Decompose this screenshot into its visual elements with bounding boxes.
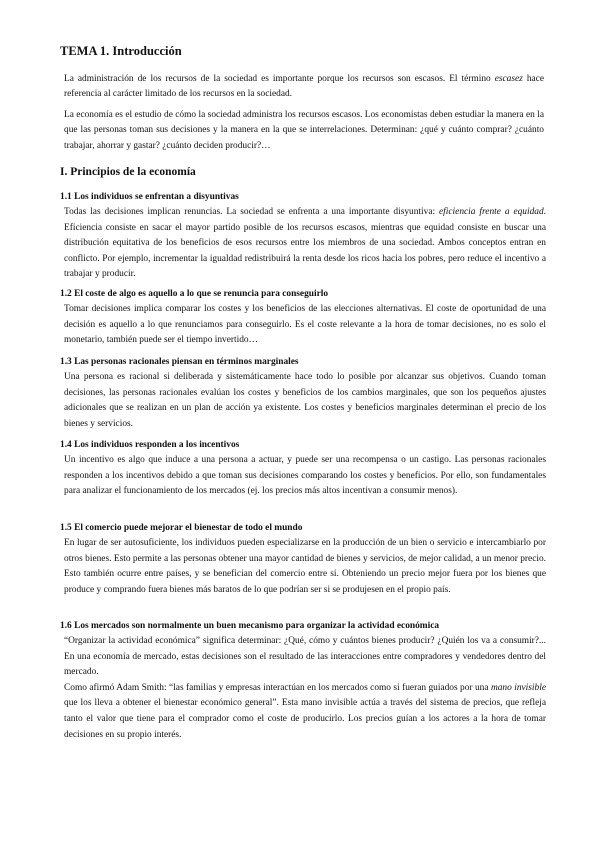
text-after: . Eficiencia consiste en sacar el mayor partido posible de los recursos escasos, mientras que equidad consiste en buscar una distribución equitativa de los beneficios de esos recursos entre los miembros de una sociedad. Ambos conceptos entran en conflicto. Por ejemplo, incrementar la igualdad redistribuirá la renta desde los ricos hacia los pobres, pero reduce el incentivo a trabajar y producir. (64, 207, 546, 280)
subsection-text-2 (64, 681, 546, 743)
subsection-1-4 (60, 439, 546, 500)
document-title: TEMA 1. Introducción (60, 44, 182, 58)
subsection-text: Una persona es racional si deliberada y sistemáticamente hace todo lo posible por alcanzar sus objetivos. Cuando toman decisiones, las personas racionales evalúan los costes y beneficios de los cambios marginales, que son los pequeños ajustes adicionales que se realizan en un plan de acción ya existente. Los costes y beneficios marginales determinan el precio de los bienes y servicios. (64, 372, 546, 429)
subsection-heading: 1.3 Las personas racionales piensan en términos marginales (60, 357, 299, 367)
intro-term-escasez: escasez (494, 74, 523, 84)
emphasis-text: mano invisible (490, 682, 546, 693)
subsection-heading: 1.5 El comercio puede mejorar el bienestar de todo el mundo (60, 523, 303, 533)
subsection-text: Un incentivo es algo que induce a una persona a actuar, y puede ser una recompensa o un castigo. Las personas racionales responden a los incentivos debido a que toman sus decisiones comparando los costes y beneficios. Por ello, son fundamentales para analizar el funcionamiento de los mercados (ej. los precios más altos incentivan a consumir menos). (64, 455, 546, 497)
subsection-text: En lugar de ser autosuficiente, los individuos pueden especializarse en la producción de un bien o servicio e intercambiarlo por otros bienes. Esto permite a las personas obtener una mayor cantidad de bienes y servicios, de mejor calidad, a un menor precio. Esto también ocurre entre países, y se benefician del comercio entre sí. Obteniendo un precio mejor fuera por los bienes que produce y comprando fuera bienes más baratos de lo que podrían ser si se produjesen en el propio país. (64, 538, 546, 595)
intro-paragraph-2: La economía es el estudio de cómo la sociedad administra los recursos escasos. Los economistas deben estudiar la manera en la que las personas toman sus decisiones y la manera en la que se interrelaciones. Determinan: ¿qué y cuánto comprar? ¿cuánto trabajar, ahorrar y gastar? ¿cuánto deciden producir?… (64, 110, 544, 151)
subsection-1-3 (60, 356, 546, 432)
intro-text-after: hace referencia al carácter limitado de los recursos en la sociedad. (64, 74, 545, 100)
text-before: Como afirmó Adam Smith: “las familias y empresas interactúan en los mercados como si fueran guiados por una (64, 682, 491, 693)
subsection-1-1 (60, 191, 546, 283)
subsection-1-5 (60, 522, 546, 598)
text-after: que los lleva a obtener el bienestar económico general”. Esta mano invisible actúa a través del sistema de precios, que refleja tanto el valor que tiene para el comprador como el coste de producirlo. Los precios guían a los actores a la hora de tomar decisiones en su propio interés. (64, 698, 546, 740)
intro-paragraph-1 (64, 72, 544, 103)
subsection-heading: 1.4 Los individuos responden a los incentivos (60, 440, 240, 450)
subsection-text (64, 205, 546, 283)
subsection-text: Tomar decisiones implica comparar los costes y los beneficios de las elecciones alternativas. El coste de oportunidad de una decisión es aquello a lo que renunciamos para conseguirlo. Es el coste relevante a la hora de tomar decisiones, no es solo el monetario, también puede ser el tiempo invertido… (64, 304, 546, 346)
subsection-1-6 (60, 620, 546, 743)
subsection-heading: 1.2 El coste de algo es aquello a lo que se renuncia para conseguirlo (60, 289, 329, 299)
intro-text-before: La administración de los recursos de la sociedad es importante porque los recursos son escasos. El término (64, 74, 495, 84)
subsection-heading: 1.1 Los individuos se enfrentan a disyuntivas (60, 192, 239, 202)
emphasis-text: eficiencia frente a equidad (439, 207, 544, 217)
section-title: I. Principios de la economía (60, 166, 196, 178)
subsection-heading: 1.6 Los mercados son normalmente un buen mecanismo para organizar la actividad económica (60, 621, 440, 631)
subsection-text-1: “Organizar la actividad económica” significa determinar: ¿Qué, cómo y cuántos bienes producir? ¿Quién los va a consumir?... En una economía de mercado, estas decisiones son el resultado de las interacciones entre compradores y vendedores dentro del mercado. (64, 636, 546, 678)
text-before: Todas las decisiones implican renuncias. La sociedad se enfrenta a una importante disyuntiva: (64, 207, 440, 217)
subsection-1-2 (60, 288, 546, 349)
